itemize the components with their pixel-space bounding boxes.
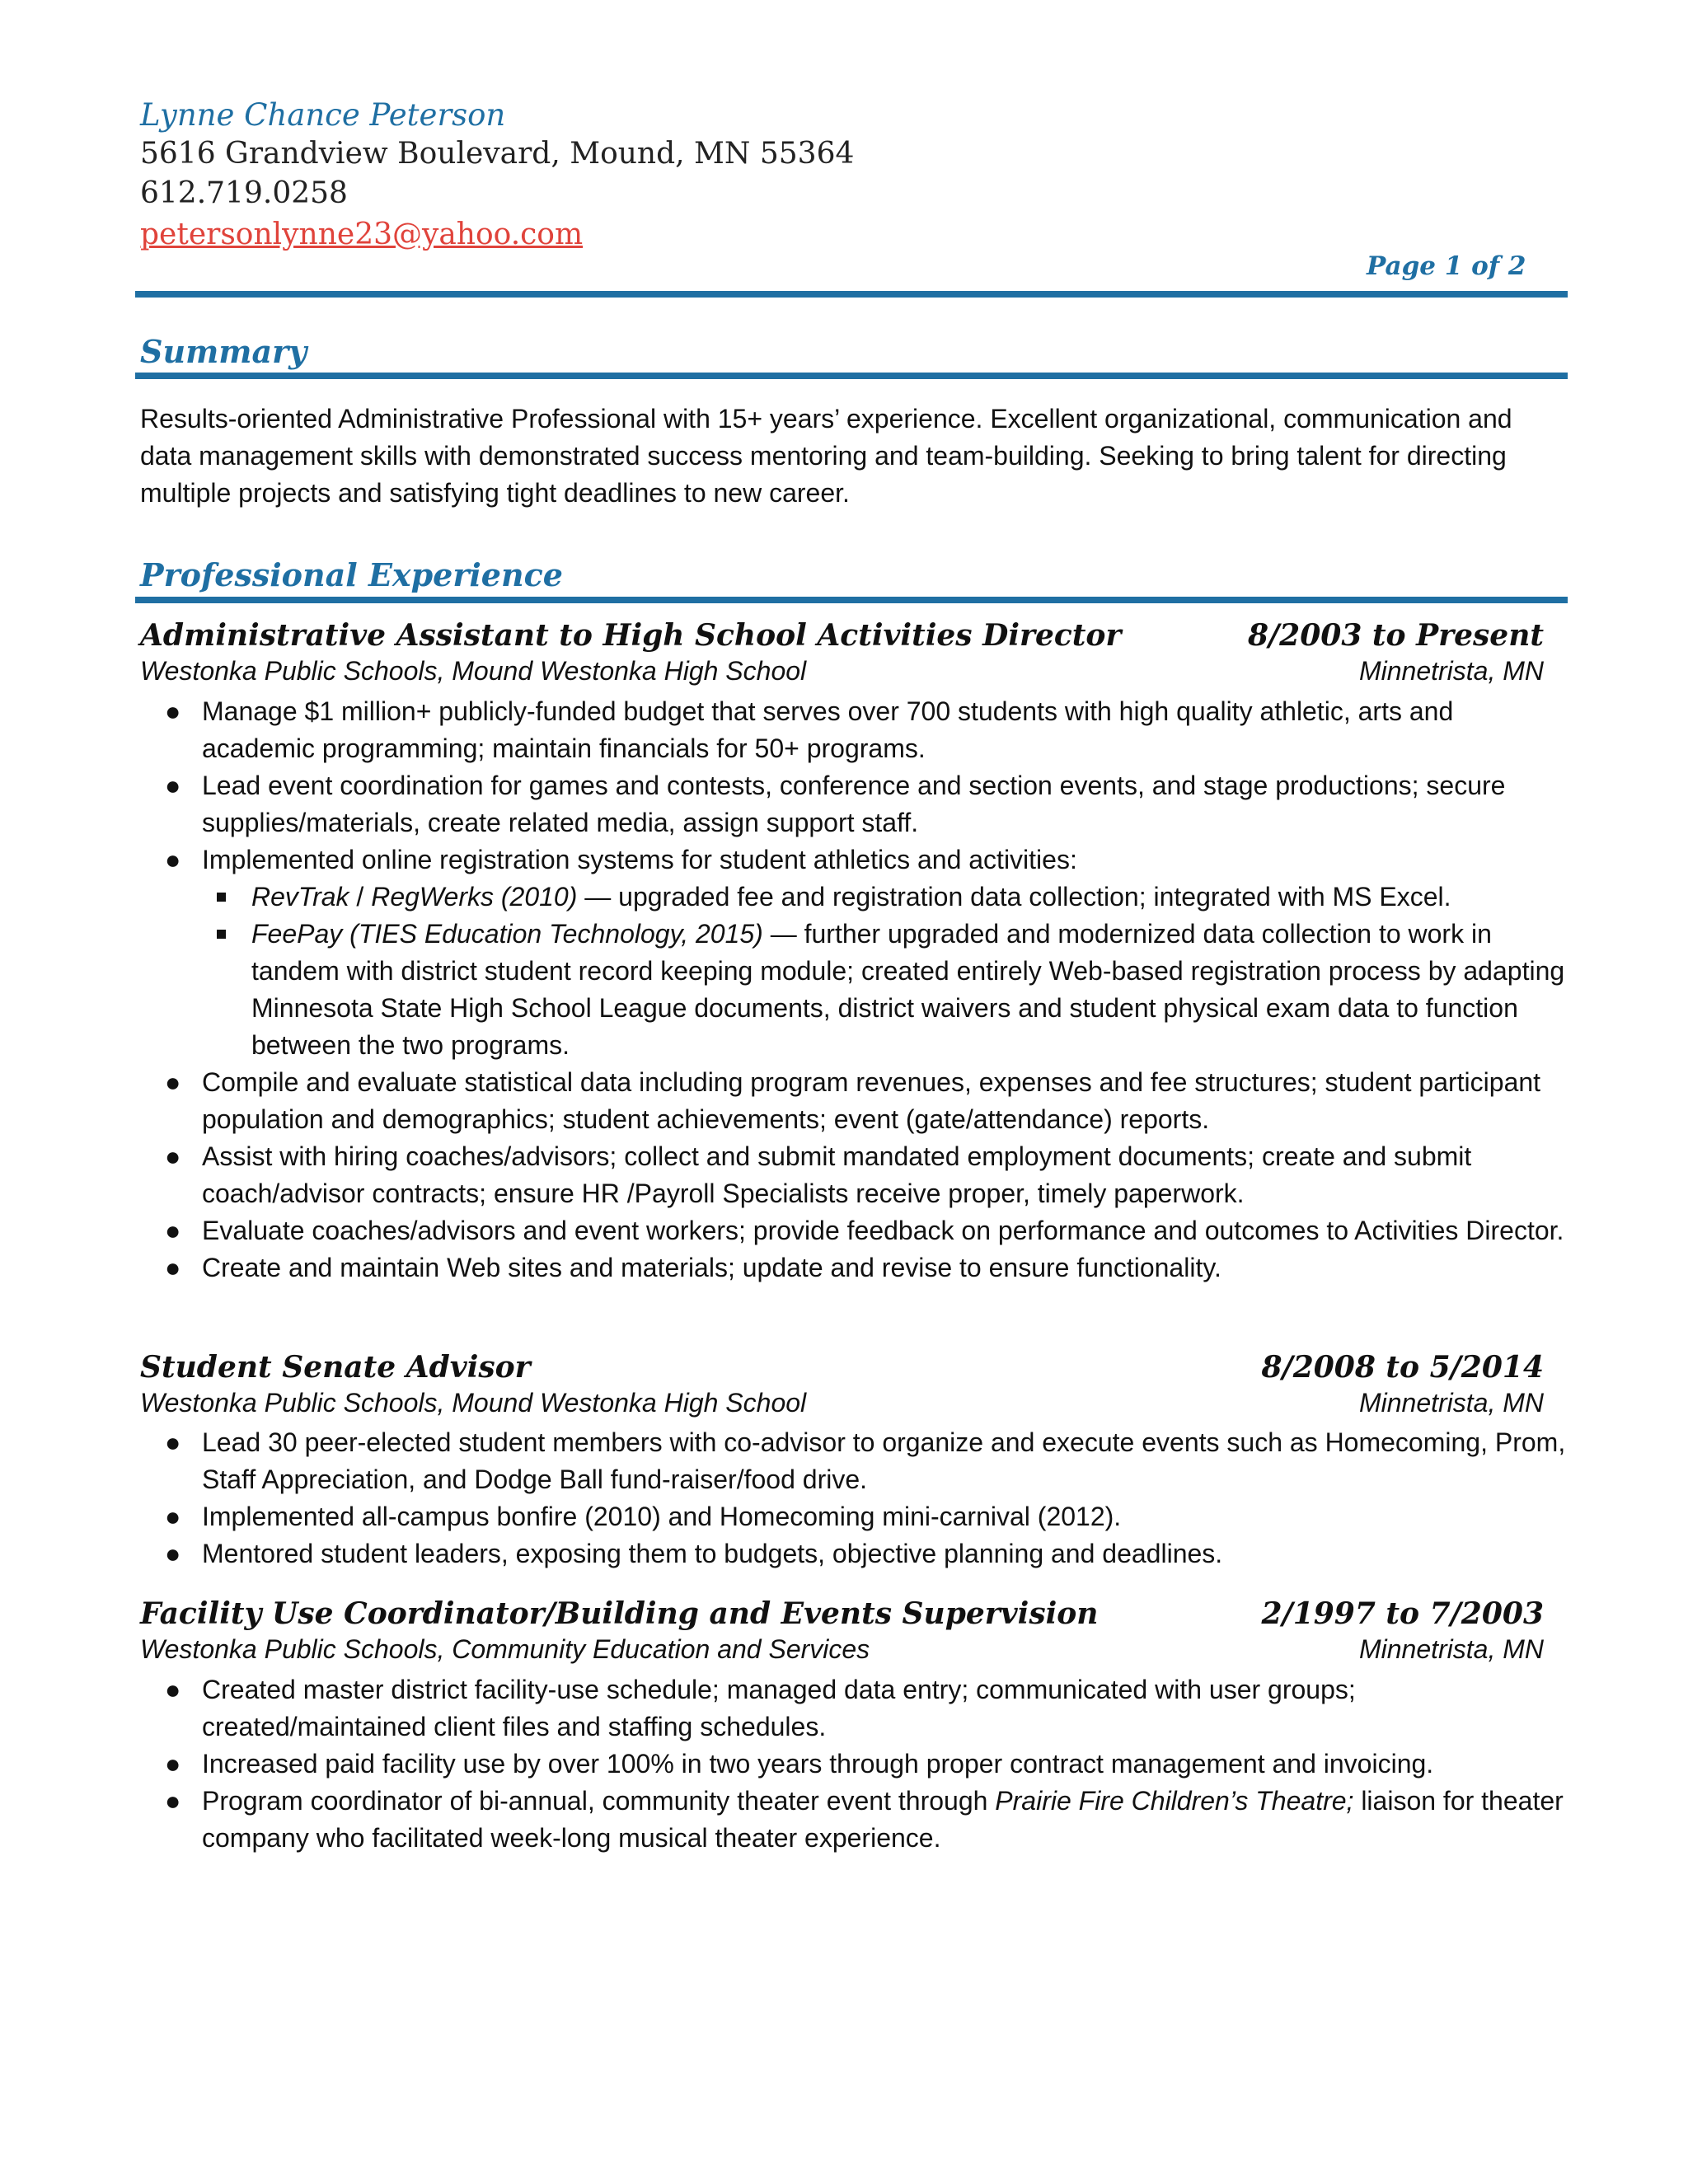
bullet-text: Compile and evaluate statistical data including program revenues, expenses and fee structures; student participant population and demographics; student achievements; event (gate/attendance) reports. xyxy=(202,1067,1541,1134)
bullet-icon: ● xyxy=(165,1141,181,1171)
job-title: Administrative Assistant to High School Activities Director xyxy=(140,618,1122,653)
bullet-text: Mentored student leaders, exposing them to budgets, objective planning and deadlines. xyxy=(202,1539,1223,1568)
bullet-text: Lead event coordination for games and contests, conference and section events, and stage productions; secure supplies/materials, create related media, assign support staff. xyxy=(202,771,1506,837)
bullet-text: Program coordinator of bi-annual, community theater event through xyxy=(202,1786,996,1816)
page-indicator: Page 1 of 2 xyxy=(1367,251,1526,281)
job-location: Minnetrista, MN xyxy=(1358,1634,1544,1664)
theatre-name: Prairie Fire Children’s Theatre; xyxy=(995,1786,1354,1816)
bullet-icon: ● xyxy=(165,696,181,726)
system-name: RegWerks (2010) xyxy=(371,882,578,912)
sub-bullet-text: — upgraded fee and registration data collection; integrated with MS Excel. xyxy=(577,882,1451,912)
bullet-text: liaison for theater company who facilitated week-long musical theater experience. xyxy=(202,1786,1564,1853)
job-employer: Westonka Public Schools, Community Education and Services xyxy=(140,1634,870,1664)
list-item xyxy=(140,1138,1566,1212)
bullet-text: Implemented all-campus bonfire (2010) and Homecoming mini-carnival (2012). xyxy=(202,1502,1122,1531)
list-item xyxy=(140,1064,1566,1138)
bullet-text: Lead 30 peer-elected student members with co-advisor to organize and execute events such as Homecoming, Prom, Staff Appreciation, and Dodge Ball fund-raiser/food drive. xyxy=(202,1427,1566,1494)
job-bullets xyxy=(140,1424,1566,1572)
job-location: Minnetrista, MN xyxy=(1358,1388,1544,1418)
job-bullets xyxy=(140,1671,1566,1857)
header-divider xyxy=(135,291,1568,298)
phone-number: 612.719.0258 xyxy=(140,176,348,210)
bullet-text: Increased paid facility use by over 100% in two years through proper contract management and invoicing. xyxy=(202,1749,1434,1779)
bullet-icon: ● xyxy=(165,1253,181,1282)
bullet-icon: ● xyxy=(165,1216,181,1245)
job-title: Student Senate Advisor xyxy=(140,1350,531,1385)
job-employer: Westonka Public Schools, Mound Westonka High School xyxy=(140,1388,807,1418)
job-title: Facility Use Coordinator/Building and Events Supervision xyxy=(140,1596,1099,1631)
bullet-text: Create and maintain Web sites and materials; update and revise to ensure functionality. xyxy=(202,1253,1221,1282)
experience-heading: Professional Experience xyxy=(140,556,563,593)
system-name: FeePay (TIES Education Technology, 2015) xyxy=(251,919,763,949)
list-item xyxy=(140,1498,1566,1535)
bullet-icon: ● xyxy=(165,1786,181,1816)
list-item xyxy=(140,841,1566,1064)
bullet-icon: ● xyxy=(165,1067,181,1097)
list-item xyxy=(140,1746,1566,1783)
list-item xyxy=(140,1671,1566,1746)
summary-text: Results-oriented Administrative Professional with 15+ years’ experience. Excellent organizational, communication and data management skills with demonstrated success mentoring and team-building. Seeking to bring talent for directing multiple projects and satisfying tight deadlines to new career. xyxy=(140,404,1512,508)
square-bullet-icon xyxy=(217,930,226,939)
summary-divider xyxy=(135,373,1568,379)
list-item xyxy=(140,693,1566,767)
list-item xyxy=(140,1424,1566,1498)
list-item xyxy=(140,767,1566,841)
list-item xyxy=(140,1212,1566,1249)
bullet-icon: ● xyxy=(165,1749,181,1779)
sub-bullet-text: — further upgraded and modernized data collection to work in tandem with district student record keeping module; created entirely Web-based registration process by adapting Minnesota State High School League documents, district waivers and student physical exam data to function between the two programs. xyxy=(251,919,1565,1060)
job-bullets xyxy=(140,693,1566,1286)
email-link[interactable]: petersonlynne23@yahoo.com xyxy=(140,218,584,251)
list-item xyxy=(140,1249,1566,1286)
system-name: RevTrak xyxy=(251,882,349,912)
sub-bullets xyxy=(202,879,1566,1064)
job-dates: 2/1997 to 7/2003 xyxy=(1261,1596,1544,1631)
bullet-text: Implemented online registration systems for student athletics and activities: xyxy=(202,845,1077,874)
job-employer: Westonka Public Schools, Mound Westonka High School xyxy=(140,656,807,686)
bullet-text: Assist with hiring coaches/advisors; collect and submit mandated employment documents; create and submit coach/advisor contracts; ensure HR /Payroll Specialists receive proper, timely paperwork. xyxy=(202,1141,1472,1208)
bullet-text: Manage $1 million+ publicly-funded budget that serves over 700 students with high quality athletic, arts and academic programming; maintain financials for 50+ programs. xyxy=(202,696,1454,763)
list-item xyxy=(140,1783,1566,1857)
bullet-icon: ● xyxy=(165,1427,181,1457)
bullet-text: Evaluate coaches/advisors and event workers; provide feedback on performance and outcomes to Activities Director. xyxy=(202,1216,1564,1245)
job-dates: 8/2003 to Present xyxy=(1247,618,1544,653)
address: 5616 Grandview Boulevard, Mound, MN 55364 xyxy=(140,137,855,171)
bullet-icon: ● xyxy=(165,771,181,800)
sub-list-item xyxy=(202,879,1566,916)
bullet-icon: ● xyxy=(165,1502,181,1531)
bullet-icon: ● xyxy=(165,845,181,874)
separator: / xyxy=(349,882,372,912)
candidate-name: Lynne Chance Peterson xyxy=(140,97,506,133)
bullet-icon: ● xyxy=(165,1675,181,1704)
summary-heading: Summary xyxy=(140,333,307,370)
sub-list-item xyxy=(202,916,1566,1064)
experience-divider xyxy=(135,597,1568,603)
job-dates: 8/2008 to 5/2014 xyxy=(1261,1350,1544,1385)
square-bullet-icon xyxy=(217,893,226,902)
bullet-icon: ● xyxy=(165,1539,181,1568)
list-item xyxy=(140,1535,1566,1572)
job-location: Minnetrista, MN xyxy=(1358,656,1544,686)
bullet-text: Created master district facility-use schedule; managed data entry; communicated with user groups; created/maintained client files and staffing schedules. xyxy=(202,1675,1356,1741)
